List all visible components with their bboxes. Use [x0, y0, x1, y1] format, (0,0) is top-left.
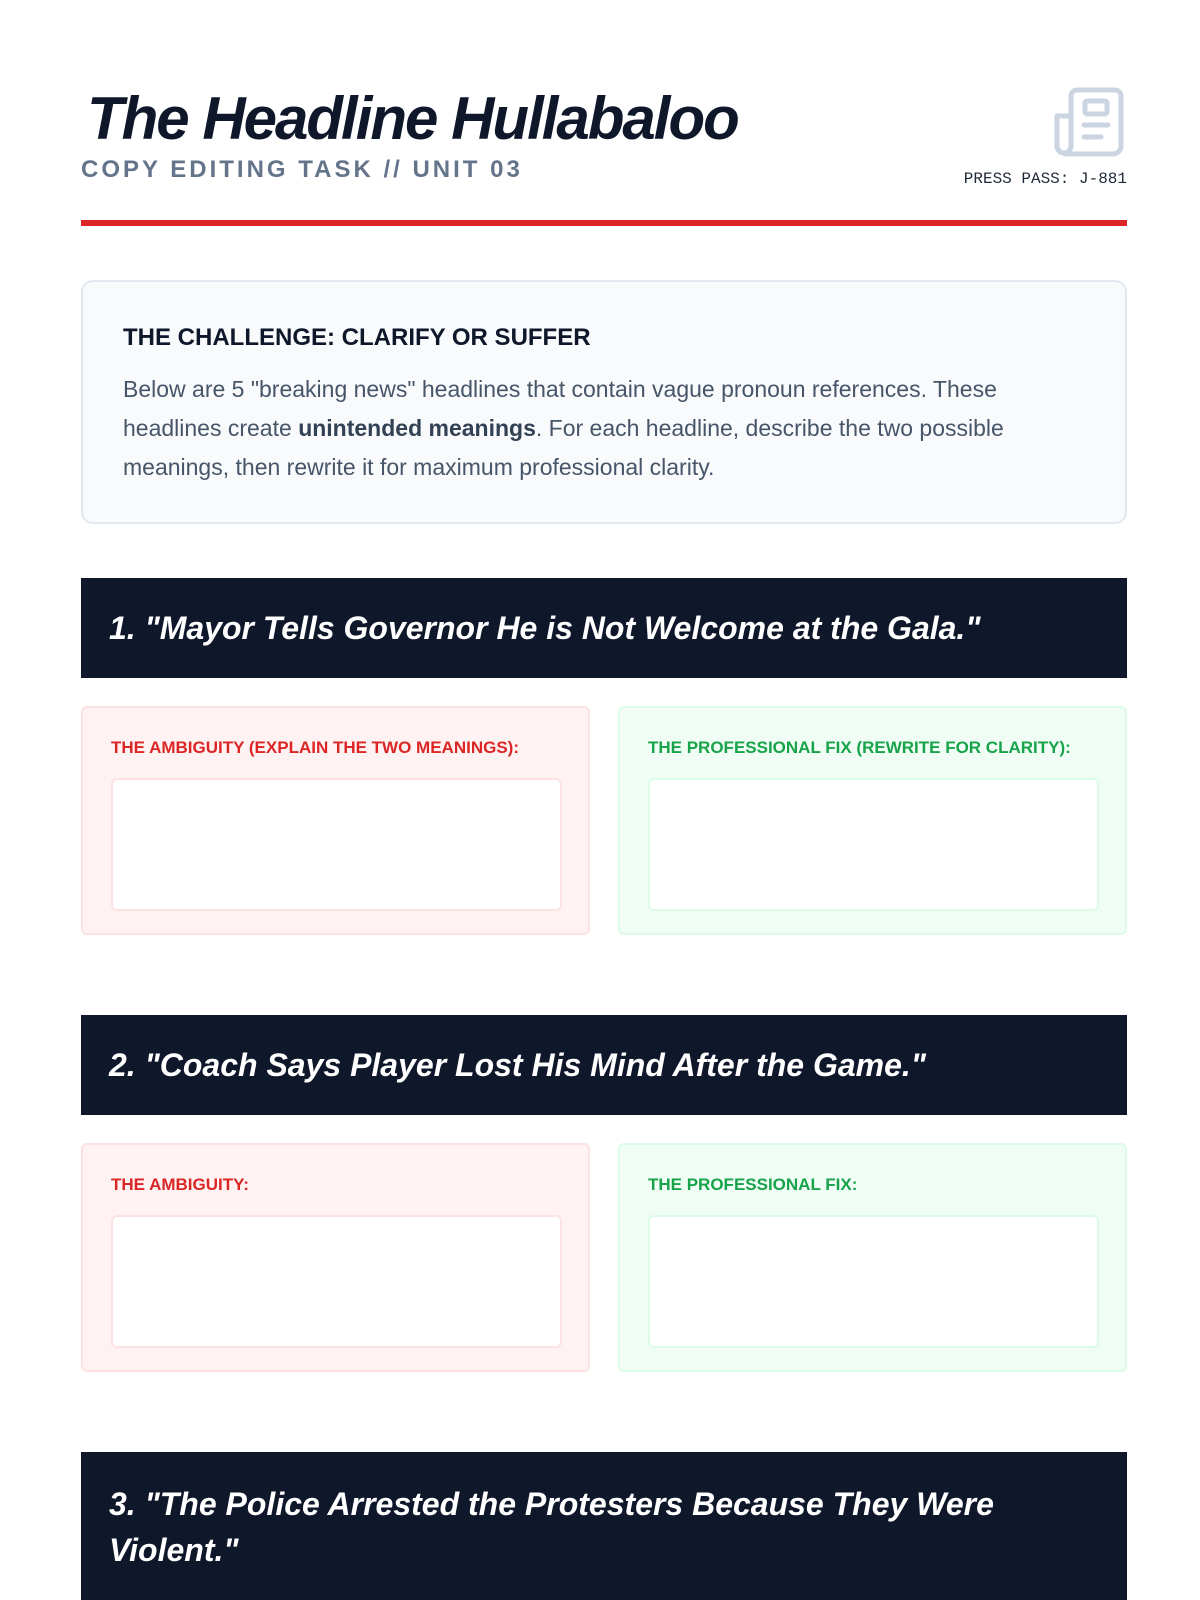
ambiguity-label: THE AMBIGUITY (EXPLAIN THE TWO MEANINGS):: [111, 738, 519, 757]
question-1-ambiguity-panel: [81, 706, 590, 935]
question-2-headline: [81, 1015, 1127, 1115]
worksheet-page: [81, 0, 1127, 1568]
challenge-box: [81, 280, 1127, 524]
headline-text: 1. "Mayor Tells Governor He is Not Welcome at the Gala.": [109, 610, 981, 646]
challenge-body-end: . For each headline, describe the two possible meanings, then rewrite it for maximum professional clarity.: [123, 415, 1004, 480]
challenge-title: THE CHALLENGE: CLARIFY OR SUFFER: [123, 324, 591, 351]
ambiguity-label: THE AMBIGUITY:: [111, 1175, 249, 1194]
headline-text: 3. "The Police Arrested the Protesters Because They Were Violent.": [109, 1486, 994, 1568]
fix-answer-box[interactable]: [648, 1215, 1099, 1348]
ambiguity-answer-box[interactable]: [111, 1215, 562, 1348]
header: [81, 0, 1127, 226]
challenge-body-bold: unintended meanings: [298, 415, 536, 441]
headline-text: 2. "Coach Says Player Lost His Mind After the Game.": [109, 1047, 926, 1083]
page-title: The Headline Hullabaloo: [87, 85, 738, 152]
question-1-headline: [81, 578, 1127, 678]
fix-label: THE PROFESSIONAL FIX (REWRITE FOR CLARITY):: [648, 738, 1071, 757]
page-subtitle: COPY EDITING TASK // UNIT 03: [81, 156, 523, 183]
question-2-ambiguity-panel: [81, 1143, 590, 1372]
fix-answer-box[interactable]: [648, 778, 1099, 911]
challenge-body: [123, 370, 1085, 487]
question-2-fix-panel: [618, 1143, 1127, 1372]
fix-label: THE PROFESSIONAL FIX:: [648, 1175, 858, 1194]
question-3-headline: [81, 1452, 1127, 1600]
challenge-body-start: Below are 5 "breaking news" headlines that contain vague pronoun references. These headlines create: [123, 376, 997, 441]
ambiguity-answer-box[interactable]: [111, 778, 562, 911]
newspaper-icon: [1051, 84, 1127, 160]
press-pass: PRESS PASS: J-881: [963, 170, 1127, 188]
question-1-fix-panel: [618, 706, 1127, 935]
header-rule: [81, 220, 1127, 226]
